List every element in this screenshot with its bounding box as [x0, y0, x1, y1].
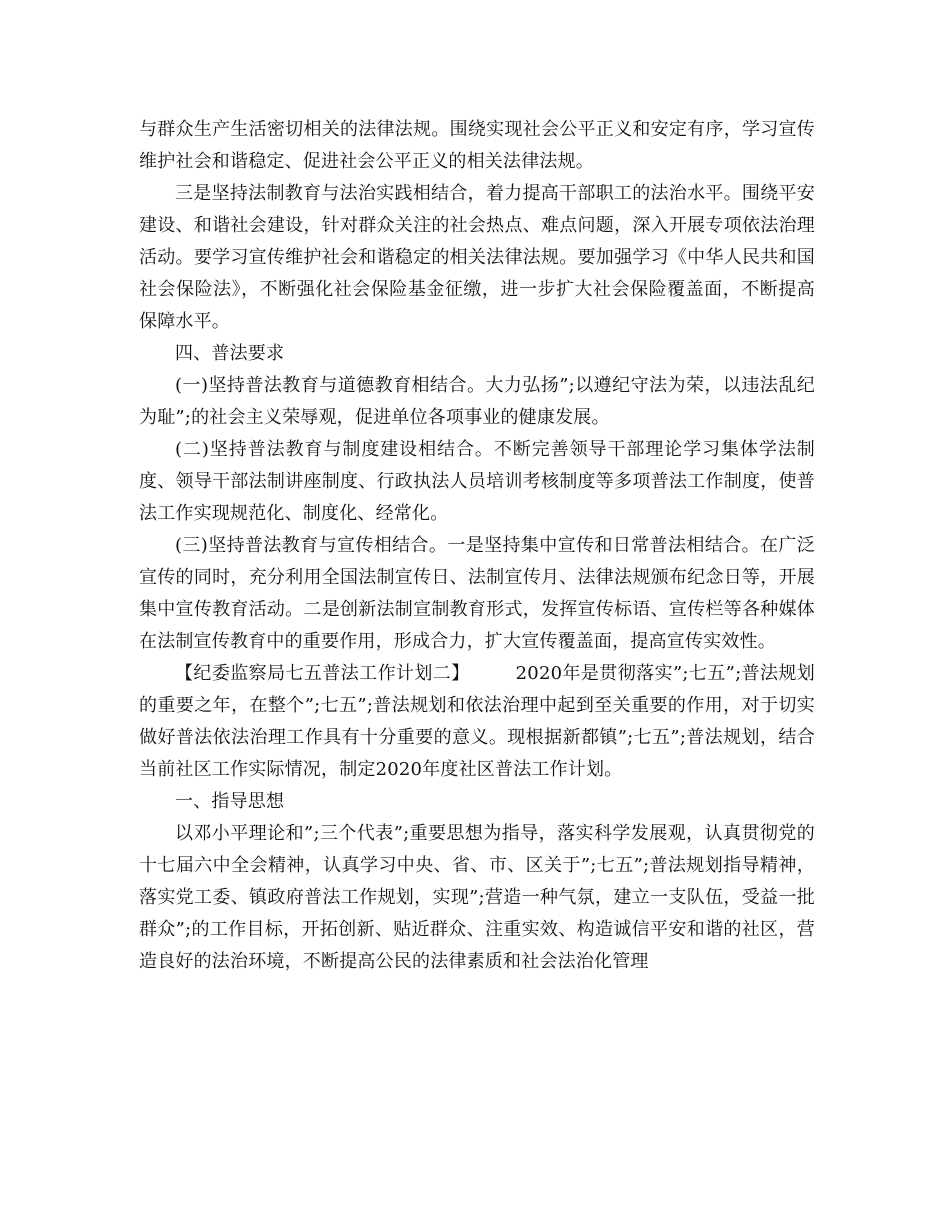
section-heading: 四、普法要求	[175, 343, 285, 364]
section-body: 2020年是贯彻落实”;七五”;普法规划的重要之年，在整个”;七五”;普法规划和依法治理中起到至关重要的作用，对于切实做好普法依法治理工作具有十分重要的意义。现根据新都镇”;七五”;普法规划，结合当前社区工作实际情况，制定2020年度社区普法工作计划。	[139, 663, 815, 780]
paragraph: (三)坚持普法教育与宣传相结合。一是坚持集中宣传和日常普法相结合。在广泛宣传的同时，充分利用全国法制宣传日、法制宣传月、法律法规颁布纪念日等，开展集中宣传教育活动。二是创新法制宣制教育形式，发挥宣传标语、宣传栏等各种媒体在法制宣传教育中的重要作用，形成合力，扩大宣传覆盖面，提高宣传实效性。	[139, 535, 815, 652]
paragraph: (二)坚持普法教育与制度建设相结合。不断完善领导干部理论学习集体学法制度、领导干部法制讲座制度、行政执法人员培训考核制度等多项普法工作制度，使普法工作实现规范化、制度化、经常化。	[139, 439, 815, 524]
document-body	[139, 114, 815, 978]
paragraph: 三是坚持法制教育与法治实践相结合，着力提高干部职工的法治水平。围绕平安建设、和谐社会建设，针对群众关注的社会热点、难点问题，深入开展专项依法治理活动。要学习宣传维护社会和谐稳定的相关法律法规。要加强学习《中华人民共和国社会保险法》，不断强化社会保险基金征缴，进一步扩大社会保险覆盖面，不断提高保障水平。	[139, 183, 815, 332]
section-title: 【纪委监察局七五普法工作计划二】	[175, 663, 470, 684]
paragraph: 与群众生产生活密切相关的法律法规。围绕实现社会公平正义和安定有序，学习宣传维护社会和谐稳定、促进社会公平正义的相关法律法规。	[139, 119, 815, 172]
paragraph: 以邓小平理论和”;三个代表”;重要思想为指导，落实科学发展观，认真贯彻党的十七届六中全会精神，认真学习中央、省、市、区关于”;七五”;普法规划指导精神，落实党工委、镇政府普法工作规划，实现”;营造一种气氛，建立一支队伍，受益一批群众”;的工作目标，开拓创新、贴近群众、注重实效、构造诚信平安和谐的社区，营造良好的法治环境，不断提高公民的法律素质和社会法治化管理	[139, 823, 815, 972]
paragraph: (一)坚持普法教育与道德教育相结合。大力弘扬”;以遵纪守法为荣，以违法乱纪为耻”;的社会主义荣辱观，促进单位各项事业的健康发展。	[139, 375, 815, 428]
section-paragraph	[139, 658, 815, 786]
section-heading: 一、指导思想	[175, 791, 285, 812]
